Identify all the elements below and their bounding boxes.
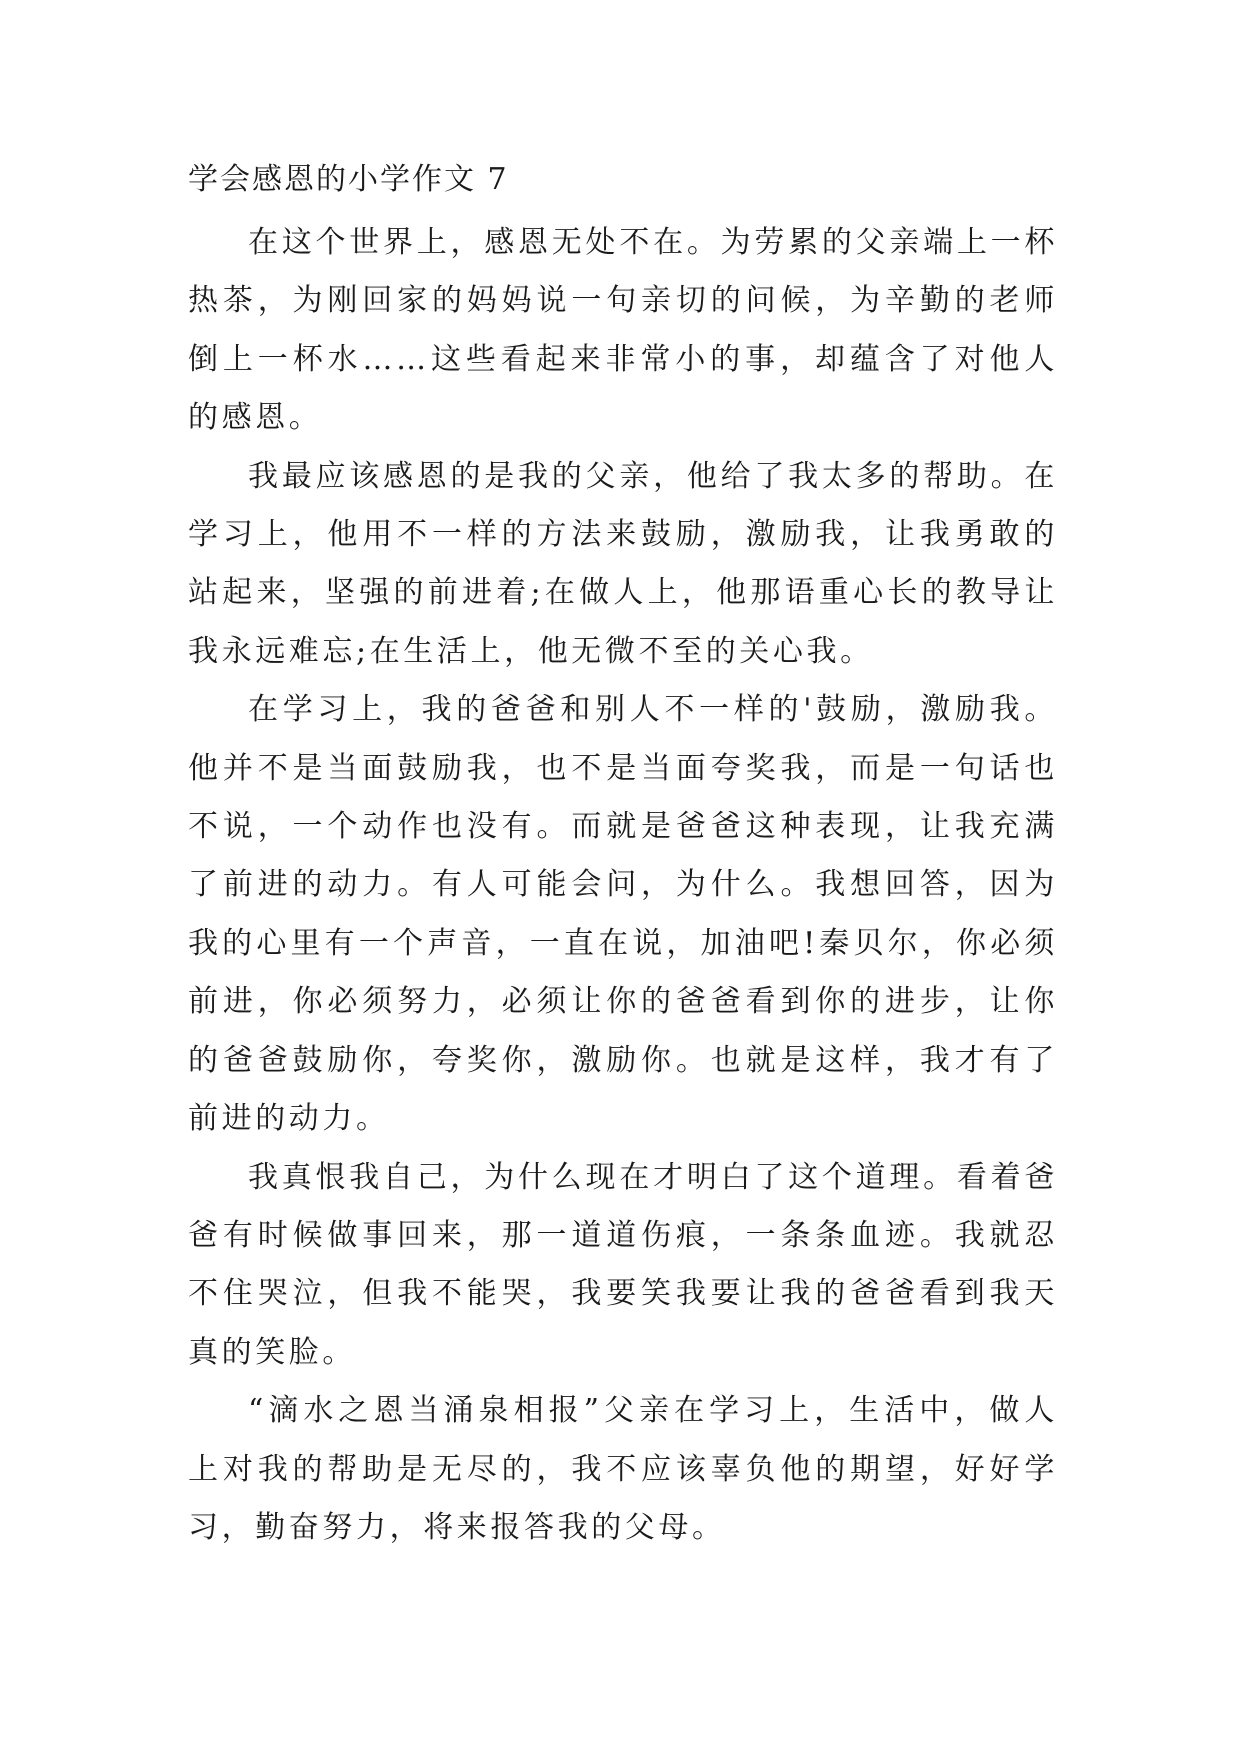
document-body xyxy=(188,160,1058,1557)
paragraph-2: 我最应该感恩的是我的父亲，他给了我太多的帮助。在学习上，他用不一样的方法来鼓励，激励我，让我勇敢的站起来，坚强的前进着;在做人上，他那语重心长的教导让我永远难忘;在生活上，他无微不至的关心我。 xyxy=(188,458,1058,669)
paragraph-5: “滴水之恩当涌泉相报”父亲在学习上，生活中，做人上对我的帮助是无尽的，我不应该辜负他的期望，好好学习，勤奋努力，将来报答我的父母。 xyxy=(188,1393,1058,1545)
paragraph-1: 在这个世界上，感恩无处不在。为劳累的父亲端上一杯热茶，为刚回家的妈妈说一句亲切的问候，为辛勤的老师倒上一杯水……这些看起来非常小的事，却蕴含了对他人的感恩。 xyxy=(188,225,1058,436)
document-title: 学会感恩的小学作文 7 xyxy=(188,162,509,197)
paragraph-3: 在学习上，我的爸爸和别人不一样的'鼓励，激励我。他并不是当面鼓励我，也不是当面夸奖我，而是一句话也不说，一个动作也没有。而就是爸爸这种表现，让我充满了前进的动力。有人可能会问，为什么。我想回答，因为我的心里有一个声音，一直在说，加油吧!秦贝尔，你必须前进，你必须努力，必须让你的爸爸看到你的进步，让你的爸爸鼓励你，夸奖你，激励你。也就是这样，我才有了前进的动力。 xyxy=(188,692,1058,1137)
paragraph-4: 我真恨我自己，为什么现在才明白了这个道理。看着爸爸有时候做事回来，那一道道伤痕，一条条血迹。我就忍不住哭泣，但我不能哭，我要笑我要让我的爸爸看到我天真的笑脸。 xyxy=(188,1159,1058,1370)
